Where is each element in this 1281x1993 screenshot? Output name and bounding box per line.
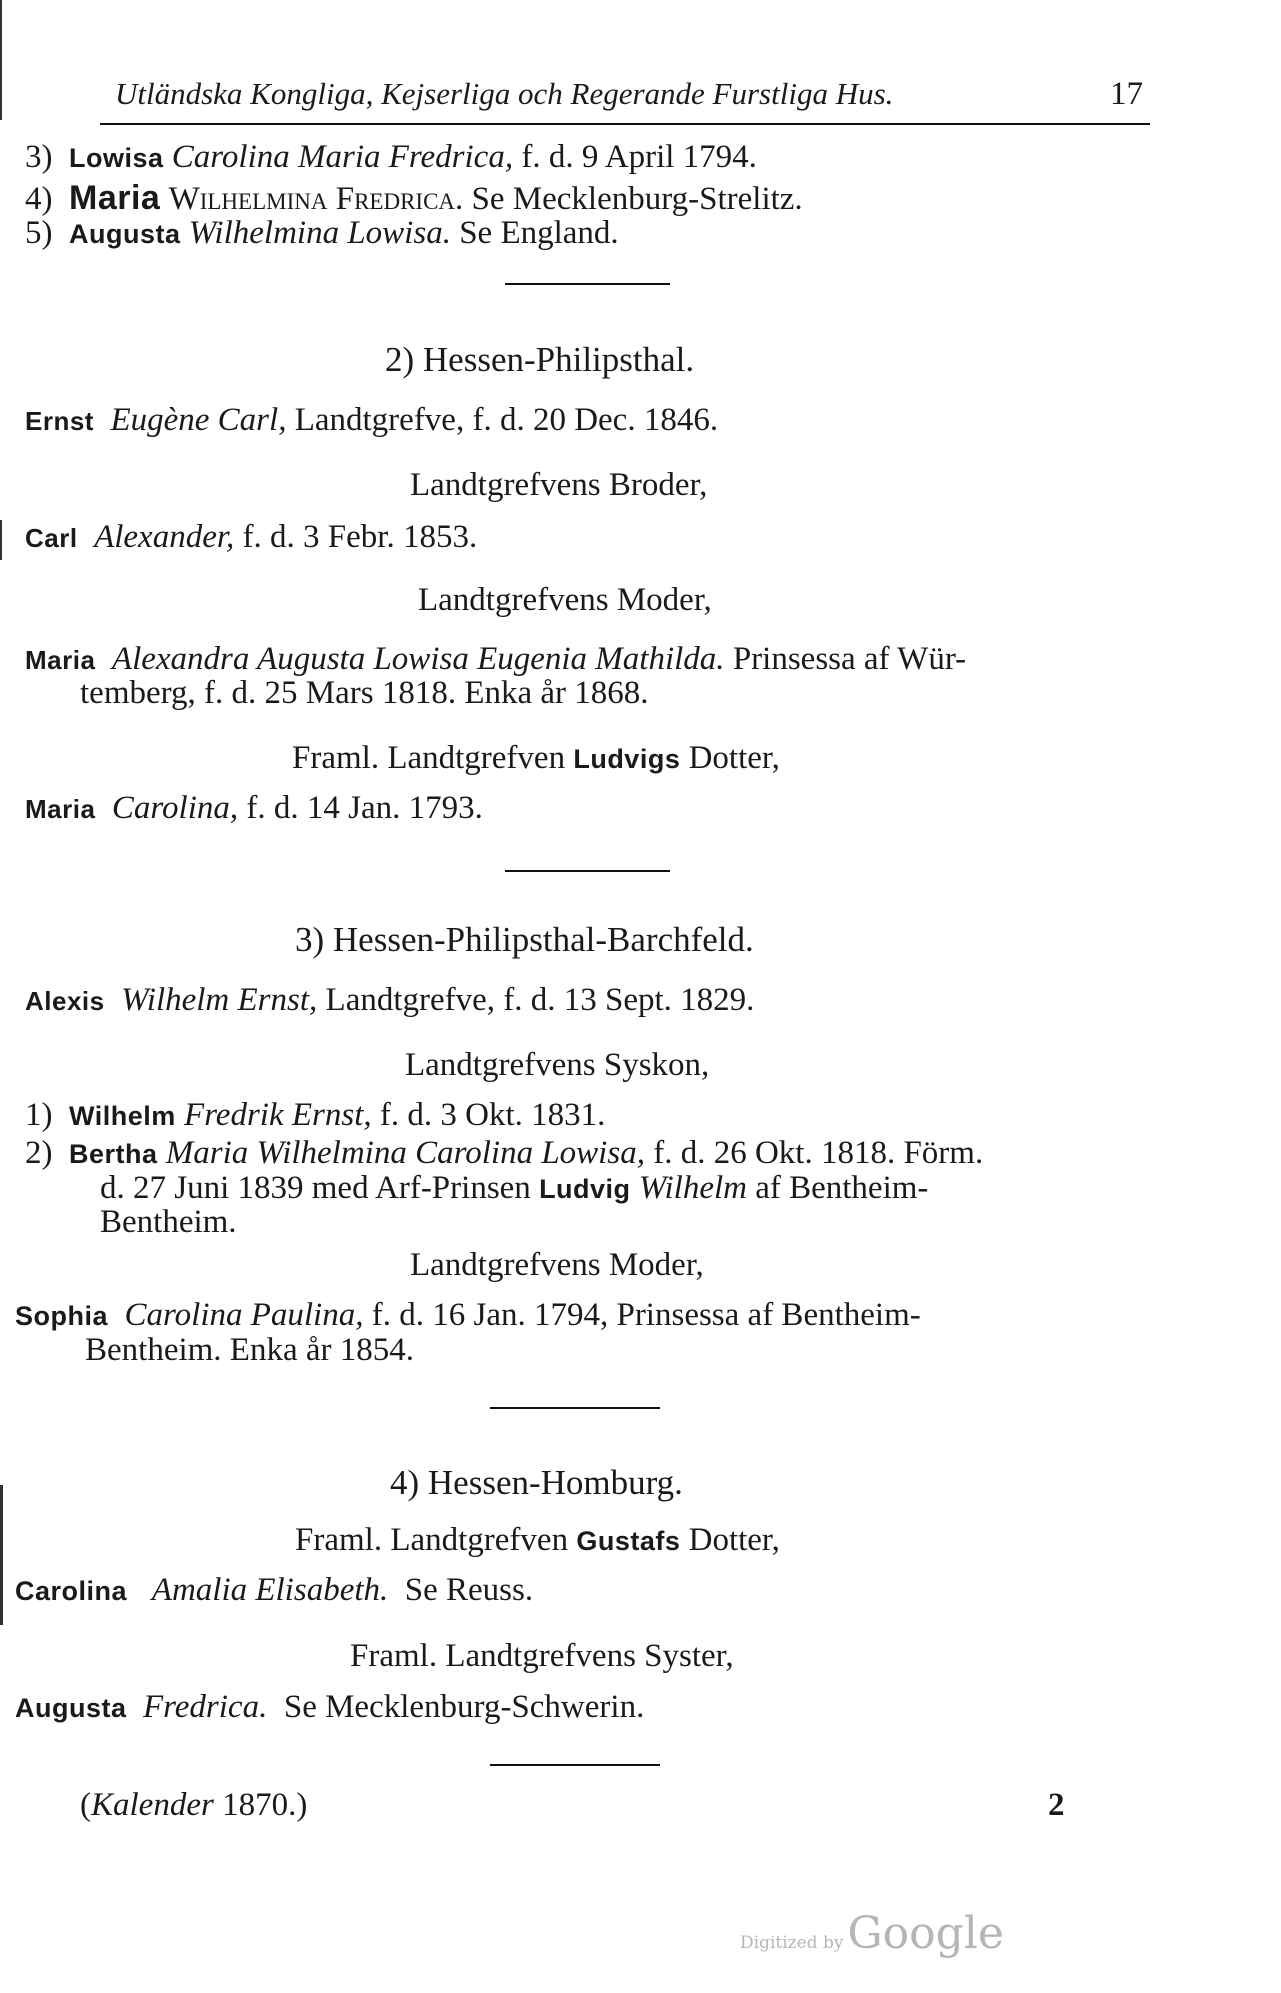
entry-carolina: Carolina Amalia Elisabeth. Se Reuss. [15,1572,534,1608]
entry-sophia-cont: Bentheim. Enka år 1854. [85,1332,415,1368]
scan-margin-mark [0,0,2,120]
section-divider [505,870,670,872]
entry-maria-alexandra: Maria Alexandra Augusta Lowisa Eugenia Mathilda. Prinsessa af Wür- [25,641,967,677]
entry-bertha: 2) Bertha Maria Wilhelmina Carolina Lowisa, f. d. 26 Okt. 1818. Förm. [25,1135,984,1171]
header-rule [100,123,1150,125]
subheading-ludvigs-dotter: Framl. Landtgrefven Ludvigs Dotter, [292,740,780,776]
entry-augusta: 5) Augusta Wilhelmina Lowisa. Se England. [25,215,619,251]
entry-maria-alexandra-cont: temberg, f. d. 25 Mars 1818. Enka år 1868. [80,675,649,711]
entry-maria-carolina: Maria Carolina, f. d. 14 Jan. 1793. [25,790,483,826]
entry-bertha-cont: d. 27 Juni 1839 med Arf-Prinsen Ludvig Wilhelm af Bentheim- [100,1170,929,1206]
section-heading-hessen-philipsthal-barchfeld: 3) Hessen-Philipsthal-Barchfeld. [295,920,754,959]
subheading-gustafs-dotter: Framl. Landtgrefven Gustafs Dotter, [295,1522,780,1558]
entry-sophia: Sophia Carolina Paulina, f. d. 16 Jan. 1794, Prinsessa af Bentheim- [15,1297,921,1333]
section-heading-hessen-philipsthal: 2) Hessen-Philipsthal. [385,340,695,379]
subheading-moder: Landtgrefvens Moder, [418,582,712,618]
entry-carl: Carl Alexander, f. d. 3 Febr. 1853. [25,519,478,555]
section-divider [490,1764,660,1766]
scan-margin-mark [0,1485,3,1625]
section-heading-hessen-homburg: 4) Hessen-Homburg. [390,1463,683,1502]
entry-alexis: Alexis Wilhelm Ernst, Landtgrefve, f. d. 13 Sept. 1829. [25,982,755,1018]
entry-lowisa: 3) Lowisa Carolina Maria Fredrica, f. d. 9 April 1794. [25,139,757,175]
entry-ernst: Ernst Eugène Carl, Landtgrefve, f. d. 20 Dec. 1846. [25,402,719,438]
footer-kalender: (Kalender 1870.) [80,1787,308,1823]
subheading-syskon: Landtgrefvens Syskon, [405,1047,710,1083]
subheading-syster: Framl. Landtgrefvens Syster, [350,1638,734,1674]
entry-wilhelm: 1) Wilhelm Fredrik Ernst, f. d. 3 Okt. 1831. [25,1097,606,1133]
digitized-watermark: Digitized byGoogle [740,1908,1004,1959]
running-title: Utländska Kongliga, Kejserliga och Regerande Furstliga Hus. [115,76,894,111]
signature-mark: 2 [1048,1787,1065,1823]
scan-margin-mark [0,520,2,560]
subheading-broder: Landtgrefvens Broder, [410,467,708,503]
entry-bertha-cont2: Bentheim. [100,1204,237,1240]
section-divider [505,283,670,285]
page-number: 17 [1110,76,1143,112]
entry-maria-wilhelmina: 4) Maria Wilhelmina Fredrica. Se Mecklenburg-Strelitz. [25,179,803,217]
subheading-moder-barchfeld: Landtgrefvens Moder, [410,1247,704,1283]
section-divider [490,1407,660,1409]
entry-augusta-fredrica: Augusta Fredrica. Se Mecklenburg-Schwerin. [15,1689,645,1725]
